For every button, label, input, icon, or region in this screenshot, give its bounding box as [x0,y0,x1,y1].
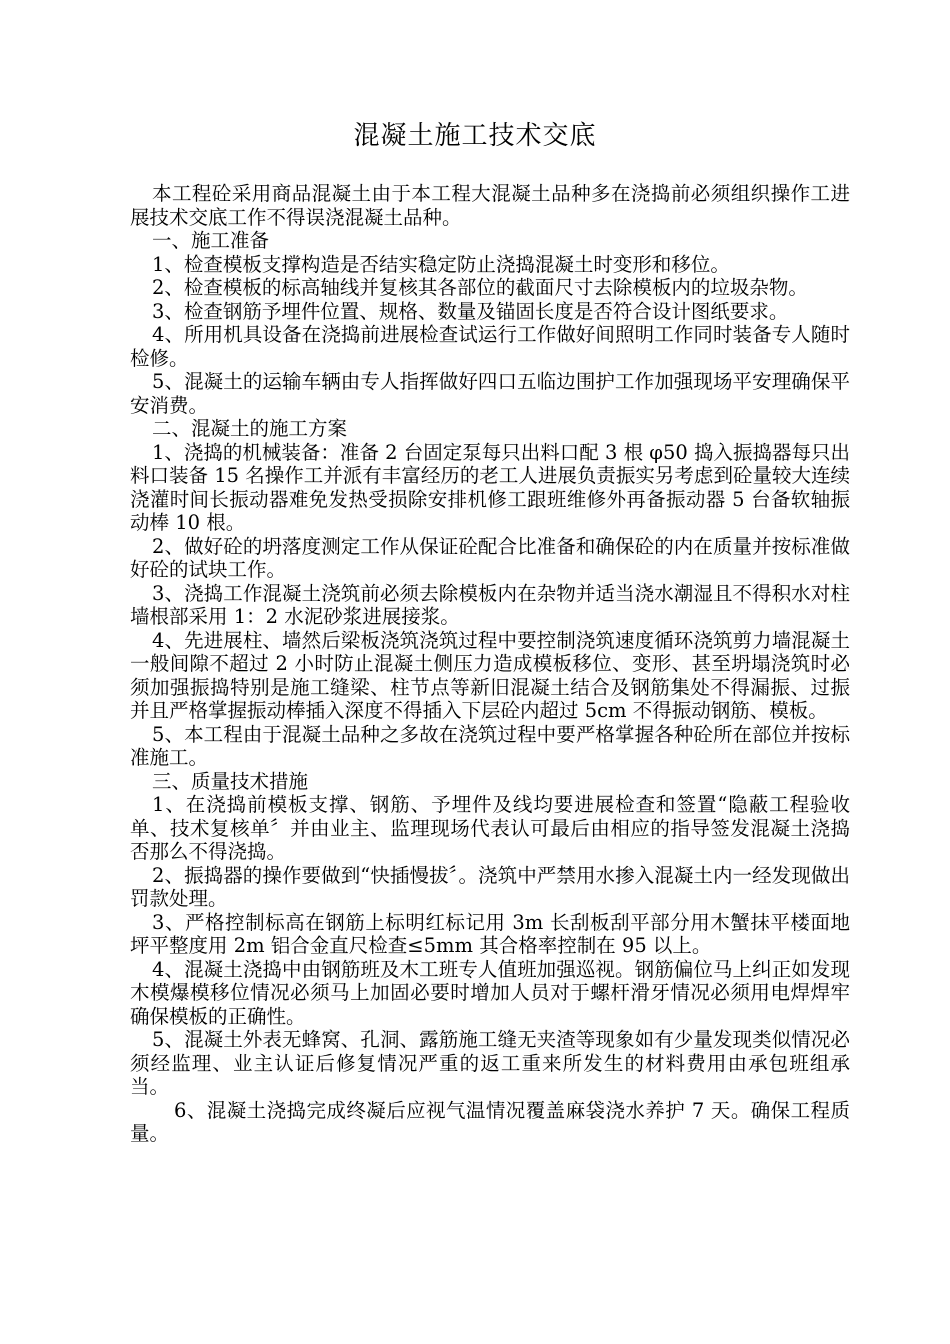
list-item: 4、所用机具设备在浇捣前进展检查试运行工作做好间照明工作同时装备专人随时检修。 [130,323,850,370]
list-item: 5、混凝土的运输车辆由专人指挥做好四口五临边围护工作加强现场平安理确保平安消费。 [130,370,850,417]
section-heading: 一、施工准备 [152,229,270,252]
list-item: 2、做好砼的坍落度测定工作从保证砼配合比准备和确保砼的内在质量并按标准做好砼的试块工作。 [130,534,850,581]
list-item: 4、混凝土浇捣中由钢筋班及木工班专人值班加强巡视。钢筋偏位马上纠正如发现木模爆模移位情况必须马上加固必要时增加人员对于螺杆滑牙情况必须用电焊焊牢确保模板的正确性。 [130,957,850,1028]
list-item: 3、浇捣工作混凝土浇筑前必须去除模板内在杂物并适当浇水潮湿且不得积水对柱墙根部采用 1：2 水泥砂浆进展接浆。 [130,581,850,628]
list-item: 1、在浇捣前模板支撑、钢筋、予埋件及线均要进展检查和签置“隐蔽工程验收单、技术复核单〞并由业主、监理现场代表认可最后由相应的指导签发混凝土浇捣否那么不得浇捣。 [130,793,850,863]
document-title: 混凝土施工技术交底 [353,121,597,151]
list-item: 5、本工程由于混凝土品种之多故在浇筑过程中要严格掌握各种砼所在部位并按标准施工。 [130,722,850,769]
section-heading: 二、混凝土的施工方案 [152,417,348,440]
list-item: 1、检查模板支撑构造是否结实稳定防止浇捣混凝土时变形和移位。 [152,252,730,276]
list-item: 2、振捣器的操作要做到“快插慢拔〞。浇筑中严禁用水掺入混凝土内一经发现做出罚款处理。 [130,863,850,910]
list-item: 4、先进展柱、墙然后梁板浇筑浇筑过程中要控制浇筑速度循环浇筑剪力墙混凝土一般间隙不超过 2 小时防止混凝土侧压力造成模板移位、变形、甚至坍塌浇筑时必须加强振捣特别是施工缝梁、柱节点等新旧混凝土结合及钢筋集处不得漏振、过振并且严格掌握振动棒插入深度不得插入下层砼内超过 5cm 不得振动钢筋、模板。 [130,628,850,722]
list-item: 5、混凝土外表无蜂窝、孔洞、露筋施工缝无夹渣等现象如有少量发现类似情况必须经监理、业主认证后修复情况严重的返工重来所发生的材料费用由承包班组承当。 [130,1028,850,1098]
intro-paragraph: 本工程砼采用商品混凝土由于本工程大混凝土品种多在浇捣前必须组织操作工进展技术交底工作不得误浇混凝土品种。 [130,182,850,229]
list-item: 1、浇捣的机械装备：准备 2 台固定泵每只出料口配 3 根 φ50 捣入振捣器每只出料口装备 15 名操作工并派有丰富经历的老工人进展负责振实另考虑到砼量较大连续浇灌时间长振动器难免发热受损除安排机修工跟班维修外再备振动器 5 台备软轴振动棒 10 根。 [130,440,850,534]
list-item: 3、检查钢筋予埋件位置、规格、数量及锚固长度是否符合设计图纸要求。 [152,299,789,323]
list-item: 3、严格控制标高在钢筋上标明红标记用 3m 长刮板刮平部分用木蟹抹平楼面地坪平整度用 2m 铝合金直尺检查≤5mm 其合格率控制在 95 以上。 [130,910,850,957]
document-body [130,182,850,1146]
list-item: 2、检查模板的标高轴线并复核其各部位的截面尺寸去除模板内的垃圾杂物。 [152,276,808,299]
section-heading: 三、质量技术措施 [152,769,309,793]
list-item: 6、混凝土浇捣完成终凝后应视气温情况覆盖麻袋浇水养护 7 天。确保工程质量。 [130,1098,850,1145]
